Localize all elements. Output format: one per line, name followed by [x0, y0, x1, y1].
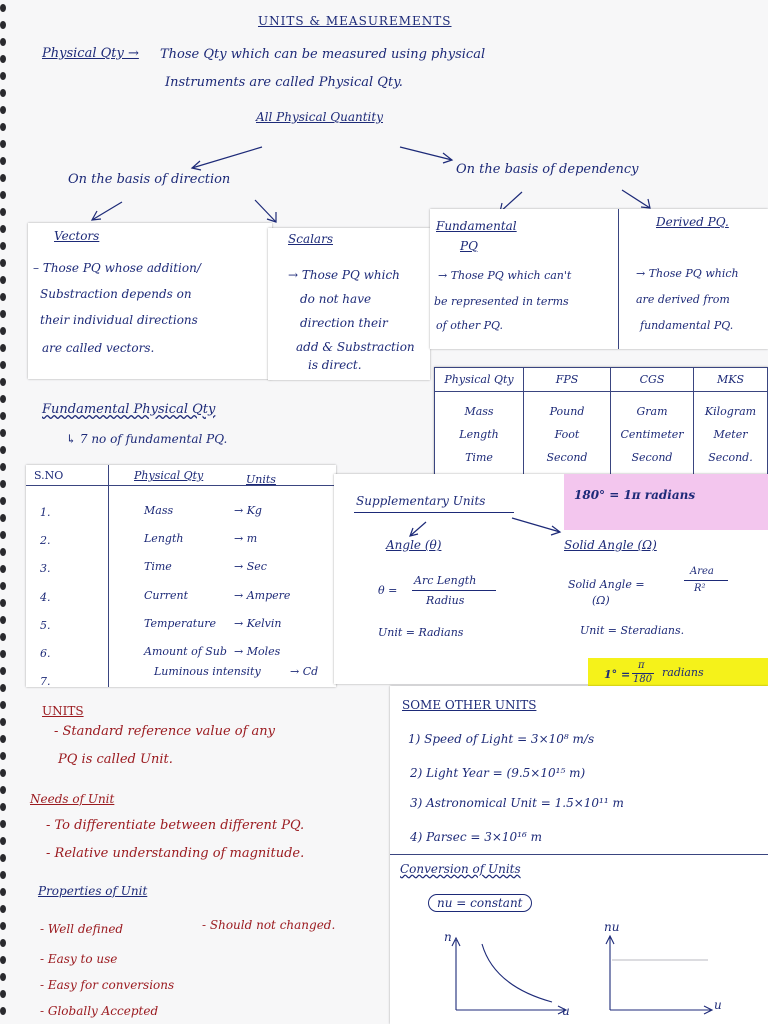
- spiral-hole: [0, 939, 6, 947]
- solid-angle-fraction-bar: [684, 580, 728, 581]
- units-heading: UNITS: [42, 704, 84, 718]
- fundamental-section-heading: Fundamental Physical Qty: [42, 402, 216, 417]
- degree-to-rad-den: 180: [633, 674, 653, 685]
- spiral-hole: [0, 769, 6, 777]
- dependency-card: [430, 209, 768, 349]
- unit-systems-cgs-mass: Gram: [636, 405, 668, 418]
- angle-lhs: θ =: [378, 584, 398, 597]
- fund-table-row-1-qty: Mass: [144, 504, 174, 517]
- spiral-hole: [0, 429, 6, 437]
- unit-systems-qty-mass: Mass: [464, 405, 494, 418]
- derived-pq-line-3: fundamental PQ.: [640, 319, 734, 332]
- unit-systems-header-qty: Physical Qty: [435, 368, 524, 392]
- fund-table-row-1-unit: → Kg: [234, 504, 262, 517]
- unit-systems-mks-cell: [694, 392, 768, 476]
- spiral-hole: [0, 599, 6, 607]
- supplementary-heading: Supplementary Units: [356, 494, 486, 508]
- spiral-hole: [0, 259, 6, 267]
- supplementary-highlight-text: 180° = 1π radians: [574, 488, 696, 502]
- fund-table-header-line: [26, 485, 336, 486]
- angle-fraction-bar: [412, 590, 496, 591]
- fundamental-pq-line-2: be represented in terms: [434, 295, 569, 308]
- physical-qty-def-2: Instruments are called Physical Qty.: [165, 75, 403, 90]
- derived-pq-heading: Derived PQ.: [656, 215, 729, 229]
- spiral-hole: [0, 582, 6, 590]
- spiral-hole: [0, 361, 6, 369]
- fund-table-header-units: Units: [246, 473, 276, 486]
- vectors-line-2: Substraction depends on: [40, 287, 192, 301]
- scalars-line-4: add & Substraction: [296, 340, 415, 354]
- derived-pq-line-1: → Those PQ which: [636, 267, 739, 280]
- unit-systems-qty-length: Length: [459, 428, 499, 441]
- fund-table-row-2-unit: → m: [234, 532, 258, 546]
- unit-systems-cgs-cell: [611, 392, 694, 476]
- unit-systems-fps-mass: Pound: [549, 405, 585, 418]
- spiral-hole: [0, 565, 6, 573]
- spiral-hole: [0, 973, 6, 981]
- unit-systems-header-mks: MKS: [694, 368, 768, 392]
- fund-table-row-2-sno: 2.: [40, 534, 51, 548]
- degree-to-rad-lhs: 1° =: [604, 668, 631, 681]
- spiral-hole: [0, 837, 6, 845]
- spiral-hole: [0, 990, 6, 998]
- fund-table-header-qty: Physical Qty: [134, 469, 204, 482]
- spiral-hole: [0, 922, 6, 930]
- vectors-line-3: their individual directions: [40, 313, 198, 327]
- scalars-line-3: direction their: [300, 316, 388, 330]
- scalars-line-2: do not have: [300, 292, 372, 306]
- fund-table-row-4-sno: 4.: [40, 590, 51, 604]
- solid-angle-label: Solid Angle (Ω): [564, 538, 657, 552]
- fund-table-row-7-qty: Luminous intensity: [154, 665, 261, 678]
- properties-item-3: - Easy to use: [40, 952, 118, 966]
- supplementary-arrows: [334, 474, 594, 544]
- needs-heading: Needs of Unit: [30, 792, 115, 806]
- unit-systems-cgs-length: Centimeter: [620, 428, 684, 441]
- needs-item-2: - Relative understanding of magnitude.: [46, 846, 305, 861]
- graph1-x-label: u: [562, 1004, 570, 1018]
- solid-angle-unit: Unit = Steradians.: [580, 624, 685, 637]
- spiral-hole: [0, 650, 6, 658]
- spiral-hole: [0, 293, 6, 301]
- spiral-hole: [0, 667, 6, 675]
- properties-item-4: - Easy for conversions: [40, 978, 175, 992]
- tree-arrows: [0, 0, 768, 240]
- solid-angle-sub: (Ω): [592, 594, 610, 607]
- fund-table-row-6-sno: 6.: [40, 647, 51, 661]
- scalars-heading: Scalars: [288, 232, 333, 246]
- spiral-hole: [0, 854, 6, 862]
- conversion-graphs: [390, 686, 768, 1024]
- spiral-hole: [0, 514, 6, 522]
- other-units-item-3: 3) Astronomical Unit = 1.5×10¹¹ m: [410, 796, 624, 810]
- unit-systems-card: [434, 367, 768, 475]
- scalars-line-1: → Those PQ which: [288, 268, 400, 282]
- vectors-line-4: are called vectors.: [42, 341, 155, 355]
- spiral-hole: [0, 888, 6, 896]
- unit-systems-cgs-time: Second: [631, 451, 673, 464]
- spiral-hole: [0, 803, 6, 811]
- spiral-hole: [0, 684, 6, 692]
- fund-table-row-6-unit: → Moles: [234, 645, 281, 659]
- tree-left-branch: On the basis of direction: [68, 172, 231, 187]
- fund-table-row-5-qty: Temperature: [144, 616, 217, 630]
- spiral-hole: [0, 497, 6, 505]
- spiral-hole: [0, 820, 6, 828]
- vectors-card: [28, 223, 272, 379]
- fund-table-row-7-sno: 7.: [40, 675, 51, 689]
- spiral-hole: [0, 463, 6, 471]
- spiral-hole: [0, 905, 6, 913]
- fund-table-row-2-qty: Length: [144, 532, 184, 546]
- unit-systems-fps-length: Foot: [554, 428, 580, 441]
- fund-table-qty-column: [144, 497, 227, 666]
- spiral-hole: [0, 276, 6, 284]
- graph2-y-label: nu: [604, 920, 620, 934]
- unit-systems-qty-cell: [435, 392, 524, 476]
- scalars-card: [268, 228, 430, 380]
- physical-qty-label: Physical Qty →: [42, 46, 139, 61]
- spiral-hole: [0, 548, 6, 556]
- tree-root: All Physical Quantity: [256, 110, 383, 124]
- tree-right-branch: On the basis of dependency: [456, 162, 639, 177]
- unit-systems-qty-time: Time: [465, 451, 493, 464]
- dependency-divider: [618, 209, 619, 349]
- spiral-hole: [0, 633, 6, 641]
- fund-table-row-4-unit: → Ampere: [234, 588, 291, 602]
- fund-table-row-5-sno: 5.: [40, 618, 51, 632]
- unit-systems-fps-cell: [524, 392, 611, 476]
- needs-item-1: - To differentiate between different PQ.: [46, 818, 305, 833]
- fundamental-pq-line-3: of other PQ.: [436, 319, 503, 332]
- spiral-hole: [0, 956, 6, 964]
- solid-angle-denominator: R²: [694, 583, 706, 594]
- fundamental-section-note: ↳ 7 no of fundamental PQ.: [66, 432, 228, 446]
- spiral-hole: [0, 310, 6, 318]
- physical-qty-def-1: Those Qty which can be measured using physical: [160, 47, 486, 62]
- fundamental-pq-heading-2: PQ: [460, 239, 478, 253]
- vectors-heading: Vectors: [54, 229, 100, 243]
- properties-item-2: - Should not changed.: [202, 918, 336, 932]
- spiral-hole: [0, 735, 6, 743]
- fund-table-sno-column: [40, 499, 51, 696]
- unit-systems-header-fps: FPS: [524, 368, 611, 392]
- fundamental-pq-heading-1: Fundamental: [436, 219, 517, 233]
- derived-pq-line-2: are derived from: [636, 293, 730, 306]
- spiral-hole: [0, 378, 6, 386]
- units-line-1: - Standard reference value of any: [54, 724, 276, 739]
- other-units-item-2: 2) Light Year = (9.5×10¹⁵ m): [410, 766, 586, 780]
- fund-table-header-sno: S.NO: [34, 469, 64, 482]
- fund-table-row-3-sno: 3.: [40, 562, 51, 576]
- angle-denominator: Radius: [426, 594, 465, 607]
- conversion-heading: Conversion of Units: [400, 862, 521, 876]
- fund-table-column-line: [108, 465, 109, 687]
- unit-systems-mks-time: Second.: [708, 451, 753, 464]
- spiral-hole: [0, 344, 6, 352]
- unit-systems-fps-time: Second: [546, 451, 588, 464]
- spiral-hole: [0, 531, 6, 539]
- fund-table-row-4-qty: Current: [144, 588, 189, 602]
- other-units-item-1: 1) Speed of Light = 3×10⁸ m/s: [408, 732, 595, 746]
- graph1-curve: [482, 944, 552, 1002]
- fundamental-table-card: [26, 465, 336, 687]
- properties-item-1: - Well defined: [40, 922, 124, 936]
- fundamental-pq-line-1: → Those PQ which can't: [438, 269, 572, 282]
- solid-angle-numerator: Area: [690, 566, 714, 577]
- angle-unit: Unit = Radians: [378, 626, 464, 639]
- fund-table-row-6-qty: Amount of Sub: [144, 645, 227, 659]
- properties-heading: Properties of Unit: [38, 884, 148, 898]
- unit-systems-header-cgs: CGS: [611, 368, 694, 392]
- supplementary-card: [334, 474, 768, 684]
- spiral-hole: [0, 1007, 6, 1015]
- units-line-2: PQ is called Unit.: [58, 752, 173, 767]
- spiral-hole: [0, 718, 6, 726]
- spiral-hole: [0, 395, 6, 403]
- graph2-x-label: u: [714, 998, 722, 1012]
- vectors-line-1: – Those PQ whose addition/: [33, 261, 201, 275]
- spiral-hole: [0, 786, 6, 794]
- spiral-hole: [0, 327, 6, 335]
- spiral-hole: [0, 242, 6, 250]
- spiral-hole: [0, 446, 6, 454]
- unit-systems-mks-mass: Kilogram: [704, 405, 757, 418]
- page-title: UNITS & MEASUREMENTS: [258, 14, 452, 28]
- scalars-line-5: is direct.: [308, 358, 362, 372]
- angle-numerator: Arc Length: [414, 574, 477, 587]
- fund-table-row-7-unit: → Cd: [290, 665, 319, 678]
- degree-to-rad-rhs: radians: [662, 666, 704, 679]
- angle-label: Angle (θ): [386, 538, 442, 552]
- spiral-hole: [0, 701, 6, 709]
- fund-table-row-3-qty: Time: [144, 560, 172, 574]
- solid-angle-lhs: Solid Angle =: [568, 578, 645, 591]
- fund-table-row-3-unit: → Sec: [234, 560, 267, 574]
- unit-systems-table: [434, 367, 768, 476]
- fund-table-row-5-unit: → Kelvin: [234, 616, 282, 630]
- other-units-heading: SOME OTHER UNITS: [402, 698, 537, 712]
- fund-table-unit-column: [234, 497, 290, 666]
- fund-table-row-1-sno: 1.: [40, 506, 51, 519]
- spiral-hole: [0, 616, 6, 624]
- other-units-card: [390, 686, 768, 1024]
- unit-systems-mks-length: Meter: [713, 428, 748, 441]
- other-units-item-4: 4) Parsec = 3×10¹⁶ m: [410, 830, 542, 844]
- spiral-hole: [0, 871, 6, 879]
- conversion-formula: nu = constant: [428, 894, 532, 912]
- degree-to-rad-num: π: [638, 660, 645, 671]
- pink-highlight: [564, 474, 768, 530]
- properties-item-5: - Globally Accepted: [40, 1004, 159, 1018]
- spiral-hole: [0, 480, 6, 488]
- graph1-y-label: n: [444, 930, 452, 944]
- spiral-hole: [0, 412, 6, 420]
- spiral-hole: [0, 752, 6, 760]
